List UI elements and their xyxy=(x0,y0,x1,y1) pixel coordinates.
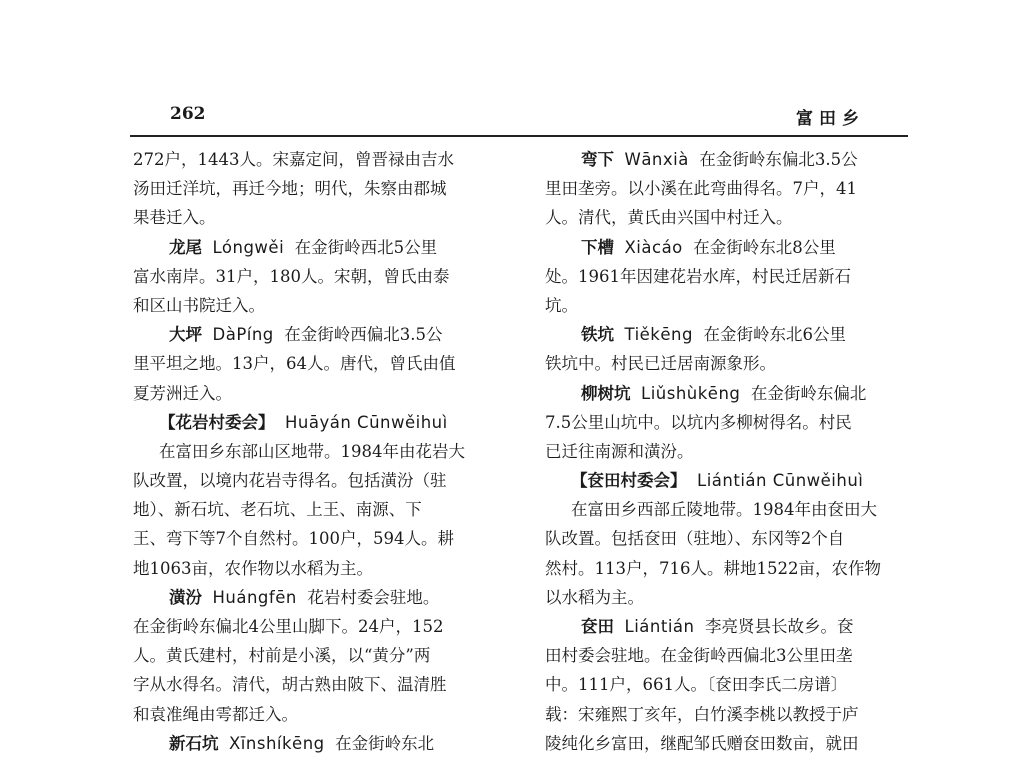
entry-pinyin: Huángfēn xyxy=(212,587,297,607)
body-text: 在富田乡东部山区地带。1984年由花岩大 xyxy=(159,441,465,461)
section-pinyin: Liántián Cūnwěihuì xyxy=(697,471,864,491)
text-line xyxy=(133,466,511,495)
entry-headword: 柳树坑 xyxy=(581,383,631,403)
body-text: 和袁准绳由雩都迁入。 xyxy=(133,704,298,724)
text-line xyxy=(545,670,915,699)
body-text: 地1063亩，农作物以水稻为主。 xyxy=(133,558,373,578)
entry-headword: 奁田 xyxy=(581,617,614,636)
text-line xyxy=(133,641,511,670)
text-line xyxy=(133,729,511,758)
entry-pinyin: Xiàcáo xyxy=(624,237,683,257)
text-line xyxy=(545,262,915,291)
entry-headword: 弯下 xyxy=(581,150,614,169)
entry-text: 花岩村委会驻地。 xyxy=(307,587,440,607)
text-line xyxy=(133,583,511,612)
text-line xyxy=(545,437,915,466)
text-line xyxy=(545,408,915,437)
text-line xyxy=(133,291,511,320)
entry-text: 在金街岭东偏北3.5公 xyxy=(699,150,858,169)
body-text: 7.5公里山坑中。以坑内多柳树得名。村民 xyxy=(545,412,852,432)
body-text: 已迁往南源和潢汾。 xyxy=(545,441,694,461)
right-column xyxy=(545,145,915,758)
entry-text: 在金街岭东偏北 xyxy=(750,383,867,403)
body-text: 富水南岸。31户，180人。宋朝，曾氏由泰 xyxy=(133,266,450,286)
entry-headword: 新石坑 xyxy=(169,733,219,753)
text-line xyxy=(545,203,915,232)
body-text: 地）、新石坑、老石坑、上王、南源、下 xyxy=(133,500,422,520)
text-line xyxy=(545,174,915,203)
body-text: 然村。113户，716人。耕地1522亩，农作物 xyxy=(545,558,881,578)
body-text: 里田垄旁。以小溪在此弯曲得名。7户，41 xyxy=(545,179,857,199)
entry-text: 在金街岭东北 xyxy=(335,733,435,753)
text-line xyxy=(545,145,915,174)
text-line xyxy=(133,495,511,524)
text-line xyxy=(545,233,915,262)
text-line xyxy=(545,612,915,641)
entry-headword: 大坪 xyxy=(169,325,202,345)
text-line xyxy=(545,349,915,378)
body-text: 字从水得名。清代，胡古熟由陂下、温清胜 xyxy=(133,675,447,695)
body-text: 夏芳洲迁入。 xyxy=(133,383,232,403)
body-text: 人。黄氏建村，村前是小溪，以“黄分”两 xyxy=(133,646,431,666)
text-line xyxy=(133,349,511,378)
body-text: 在富田乡西部丘陵地带。1984年由奁田大 xyxy=(571,500,877,520)
text-line xyxy=(133,262,511,291)
section-heading: 【奁田村委会】 xyxy=(571,471,687,491)
entry-text: 李亮贤县长故乡。奁 xyxy=(704,617,854,636)
text-line xyxy=(545,583,915,612)
entry-pinyin: Liántián xyxy=(624,617,695,636)
body-text: 汤田迁洋坑，再迁今地；明代，朱察由郡城 xyxy=(133,179,447,199)
text-line xyxy=(545,729,915,758)
body-text: 和区山书院迁入。 xyxy=(133,295,265,315)
entry-text: 在金街岭东北6公里 xyxy=(703,325,846,345)
entry-text: 在金街岭东北8公里 xyxy=(693,237,836,257)
text-line xyxy=(133,203,511,232)
body-text: 队改置，以境内花岩寺得名。包括潢汾（驻 xyxy=(133,471,447,491)
entry-pinyin: Xīnshíkēng xyxy=(229,733,325,753)
page-number: 262 xyxy=(170,104,206,124)
body-text: 人。清代，黄氏由兴国中村迁入。 xyxy=(545,208,793,228)
entry-headword: 铁坑 xyxy=(581,325,614,345)
entry-pinyin: Lóngwěi xyxy=(212,237,285,257)
text-line xyxy=(133,670,511,699)
body-text: 载：宋雍熙丁亥年，白竹溪李桃以教授于庐 xyxy=(545,704,859,724)
text-line xyxy=(133,437,511,466)
text-line xyxy=(133,174,511,203)
entry-text: 在金街岭西偏北3.5公 xyxy=(284,325,443,345)
text-line xyxy=(545,466,915,495)
body-text: 王、弯下等7个自然村。100户，594人。耕 xyxy=(133,529,454,549)
text-line xyxy=(133,612,511,641)
text-line xyxy=(133,700,511,729)
text-line xyxy=(133,379,511,408)
text-line xyxy=(133,524,511,553)
text-line xyxy=(133,320,511,349)
entry-pinyin: DàPíng xyxy=(212,325,274,345)
text-line xyxy=(133,233,511,262)
body-text: 队改置。包括奁田（驻地）、东冈等2个自 xyxy=(545,529,845,549)
body-text: 处。1961年因建花岩水库，村民迁居新石 xyxy=(545,266,851,286)
text-line xyxy=(545,524,915,553)
body-text: 中。111户，661人。〔奁田李氏二房谱〕 xyxy=(545,675,848,695)
text-line xyxy=(545,379,915,408)
body-text: 陵纯化乡富田，继配邹氏赠奁田数亩，就田 xyxy=(545,733,859,753)
entry-headword: 下槽 xyxy=(581,237,614,257)
entry-text: 在金街岭西北5公里 xyxy=(294,237,438,257)
body-text: 以水稻为主。 xyxy=(545,587,644,607)
body-text: 田村委会驻地。在金街岭西偏北3公里田垄 xyxy=(545,646,853,666)
body-text: 在金街岭东偏北4公里山脚下。24户，152 xyxy=(133,617,444,636)
body-text: 果巷迁入。 xyxy=(133,208,216,228)
text-line xyxy=(133,554,511,583)
text-line xyxy=(545,291,915,320)
running-head: 富田乡 xyxy=(796,109,865,129)
entry-headword: 潢汾 xyxy=(169,587,202,607)
body-text: 里平坦之地。13户，64人。唐代，曾氏由值 xyxy=(133,354,456,374)
section-heading: 【花岩村委会】 xyxy=(159,412,275,432)
entry-pinyin: Wānxià xyxy=(624,150,689,169)
text-line xyxy=(133,408,511,437)
body-text: 272户，1443人。宋嘉定间，曾晋禄由吉水 xyxy=(133,150,454,169)
body-text: 坑。 xyxy=(545,295,578,315)
text-line xyxy=(545,495,915,524)
text-line xyxy=(133,145,511,174)
entry-headword: 龙尾 xyxy=(169,237,202,257)
text-line xyxy=(545,554,915,583)
header-rule xyxy=(130,135,908,137)
entry-pinyin: Tiěkēng xyxy=(624,325,693,345)
section-pinyin: Huāyán Cūnwěihuì xyxy=(285,412,448,432)
body-text: 铁坑中。村民已迁居南源象形。 xyxy=(545,354,776,374)
entry-pinyin: Liǔshùkēng xyxy=(641,383,741,403)
left-column xyxy=(133,145,511,758)
text-line xyxy=(545,700,915,729)
text-line xyxy=(545,320,915,349)
text-line xyxy=(545,641,915,670)
